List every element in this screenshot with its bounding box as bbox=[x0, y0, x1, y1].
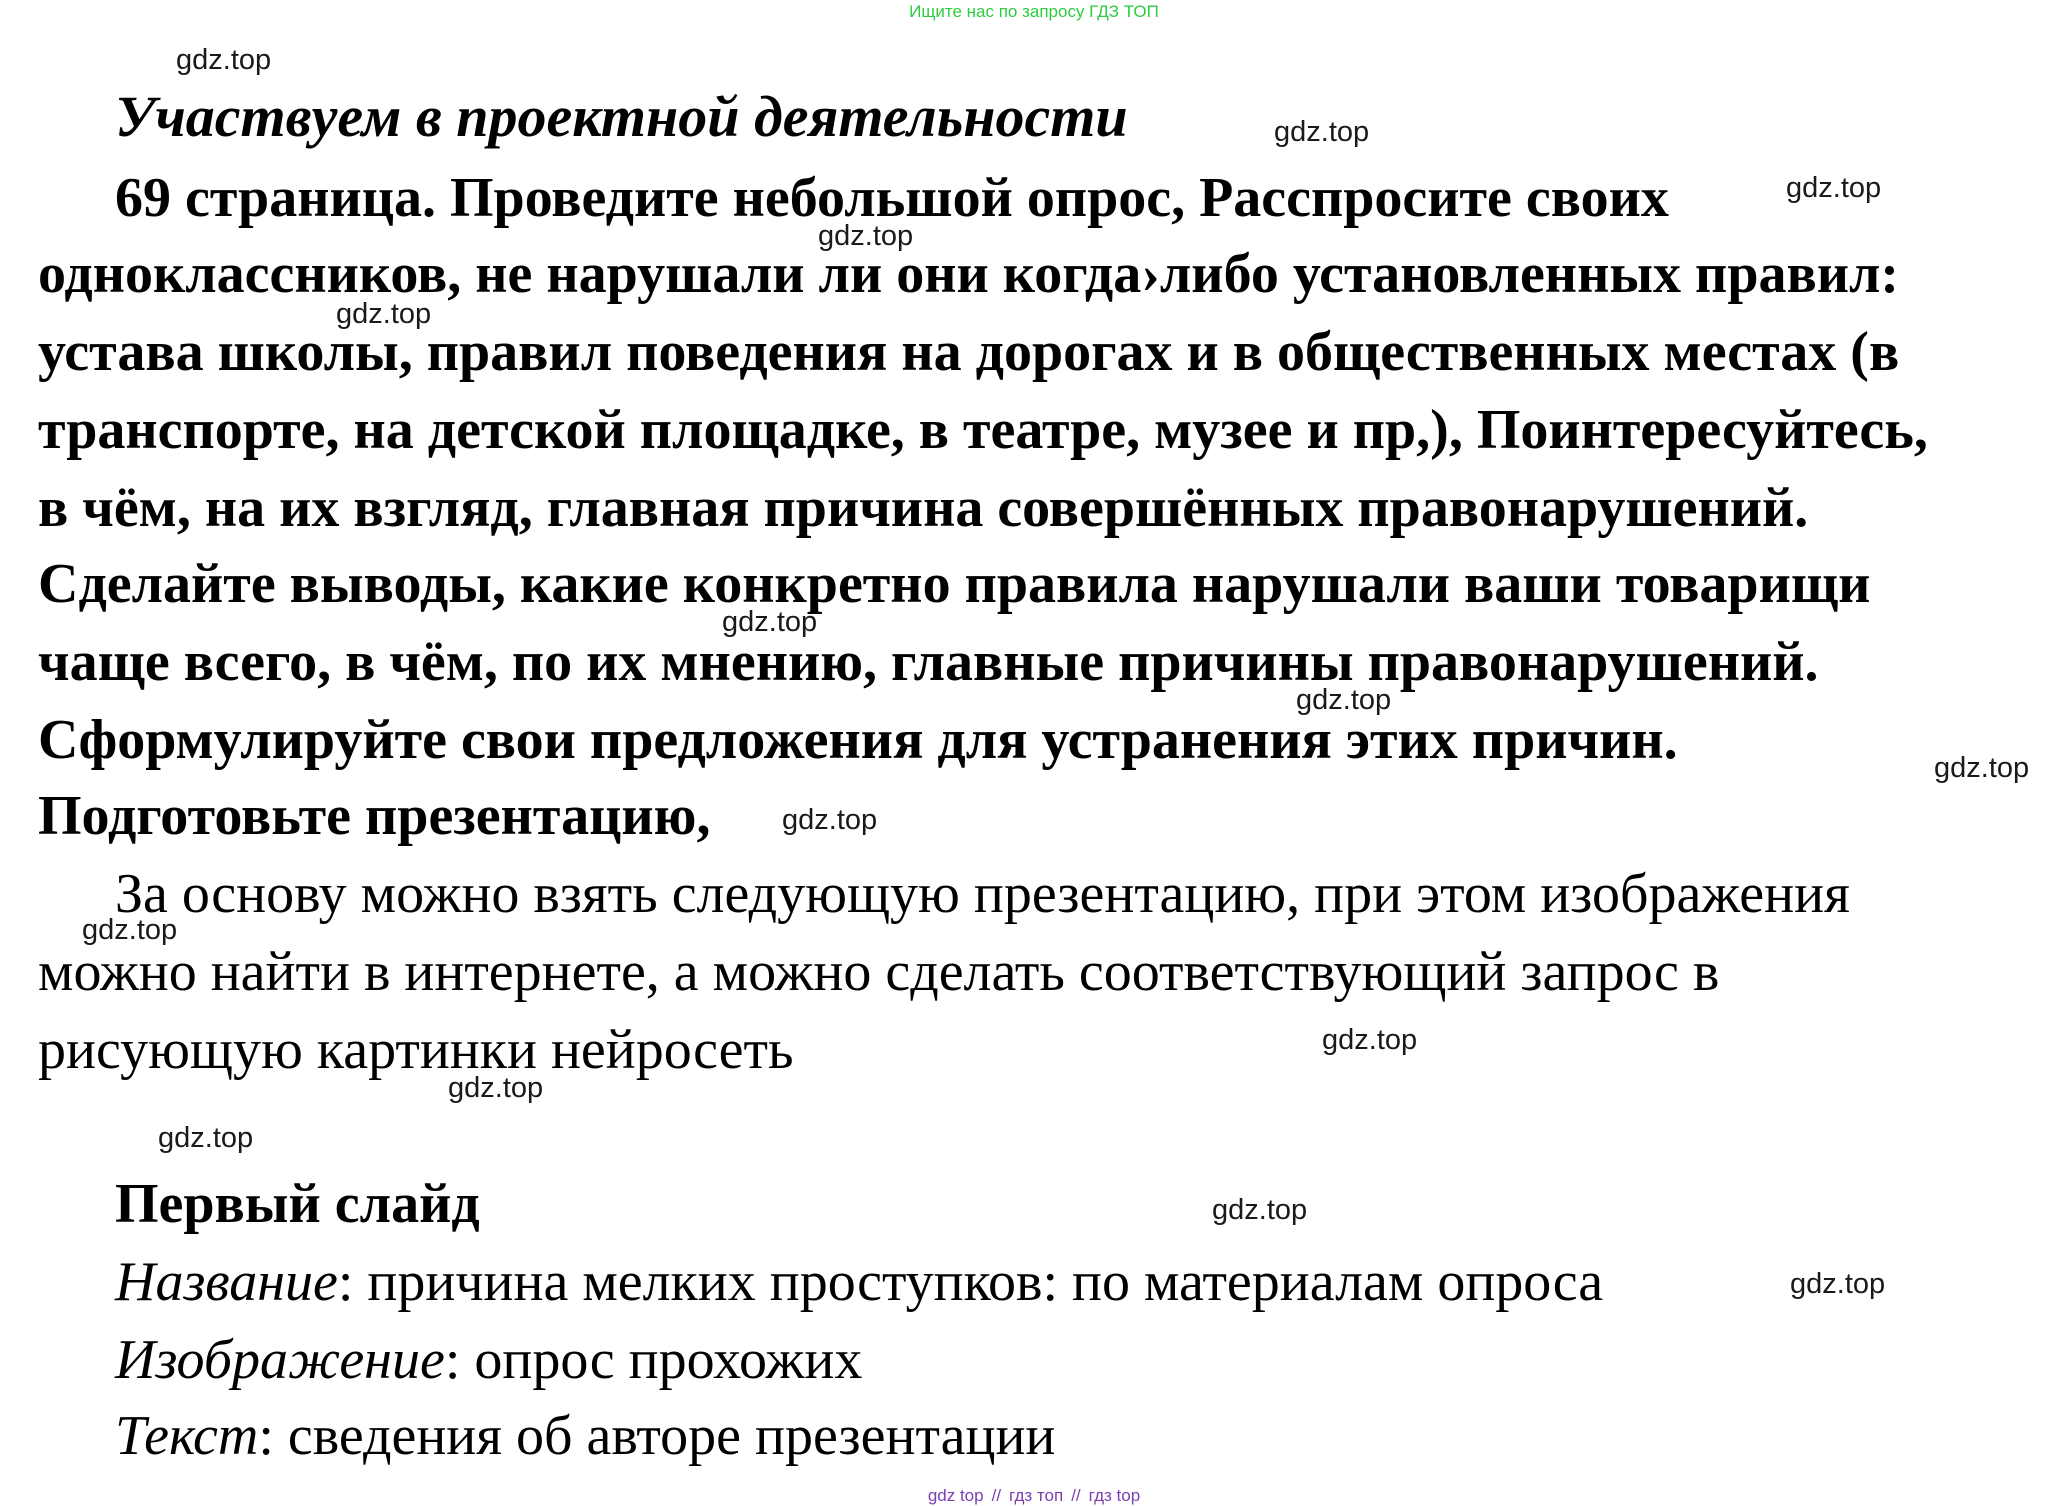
task-line: в чём, на их взгляд, главная причина совершённых правонарушений. bbox=[38, 477, 1809, 539]
footer-links bbox=[0, 1486, 2068, 1506]
slide-title-row bbox=[115, 1251, 1604, 1313]
slide-image-label: Изображение bbox=[115, 1329, 445, 1391]
watermark: gdz.top bbox=[82, 914, 178, 946]
slide-text-label: Текст bbox=[115, 1405, 259, 1467]
slide-heading: Первый слайд bbox=[115, 1173, 480, 1235]
section-title: Участвуем в проектной деятельности bbox=[115, 84, 1128, 149]
watermark: gdz.top bbox=[1296, 684, 1392, 716]
watermark: gdz.top bbox=[336, 298, 432, 330]
footer-link[interactable]: gdz top bbox=[927, 1486, 984, 1505]
watermark: gdz.top bbox=[1212, 1194, 1308, 1226]
watermark: gdz.top bbox=[818, 220, 914, 252]
task-line: чаще всего, в чём, по их мнению, главные причины правонарушений. bbox=[38, 631, 1819, 693]
task-line: устава школы, правил поведения на дорогах и в общественных местах (в bbox=[38, 321, 1900, 383]
slide-text-row bbox=[115, 1405, 1056, 1467]
footer-separator: // bbox=[1071, 1486, 1081, 1505]
answer-line: можно найти в интернете, а можно сделать соответствующий запрос в bbox=[38, 941, 1720, 1003]
task-line: одноклассников, не нарушали ли они когда›либо установленных правил: bbox=[38, 243, 1900, 305]
answer-line: За основу можно взять следующую презентацию, при этом изображения bbox=[115, 863, 1850, 925]
watermark: gdz.top bbox=[1274, 116, 1370, 148]
slide-title-label: Название bbox=[115, 1251, 338, 1313]
task-line: Сделайте выводы, какие конкретно правила нарушали ваши товарищи bbox=[38, 553, 1871, 615]
watermark: gdz.top bbox=[1786, 172, 1882, 204]
top-promo-link[interactable]: Ищите нас по запросу ГДЗ ТОП bbox=[909, 2, 1159, 21]
watermark: gdz.top bbox=[722, 606, 818, 638]
slide-image-row bbox=[115, 1329, 863, 1391]
answer-line: рисующую картинки нейросеть bbox=[38, 1019, 794, 1081]
watermark: gdz.top bbox=[158, 1122, 254, 1154]
watermark: gdz.top bbox=[176, 44, 272, 76]
task-line: Сформулируйте свои предложения для устранения этих причин. bbox=[38, 709, 1678, 771]
watermark: gdz.top bbox=[448, 1072, 544, 1104]
watermark: gdz.top bbox=[782, 804, 878, 836]
footer-link[interactable]: гдз top bbox=[1088, 1486, 1141, 1505]
slide-text-value: : сведения об авторе презентации bbox=[258, 1405, 1056, 1467]
slide-title-value: : причина мелких проступков: по материалам опроса bbox=[337, 1251, 1604, 1313]
watermark: gdz.top bbox=[1934, 752, 2030, 784]
footer-link[interactable]: гдз топ bbox=[1009, 1486, 1064, 1505]
watermark: gdz.top bbox=[1790, 1268, 1886, 1300]
footer-separator: // bbox=[991, 1486, 1002, 1505]
watermark: gdz.top bbox=[1322, 1024, 1418, 1056]
slide-image-value: : опрос прохожих bbox=[444, 1329, 863, 1391]
task-line: Подготовьте презентацию, bbox=[38, 785, 711, 847]
task-line: транспорте, на детской площадке, в театре, музее и пр,), Поинтересуйтесь, bbox=[38, 399, 1928, 461]
task-line: 69 страница. Проведите небольшой опрос, Расспросите своих bbox=[115, 167, 1669, 229]
